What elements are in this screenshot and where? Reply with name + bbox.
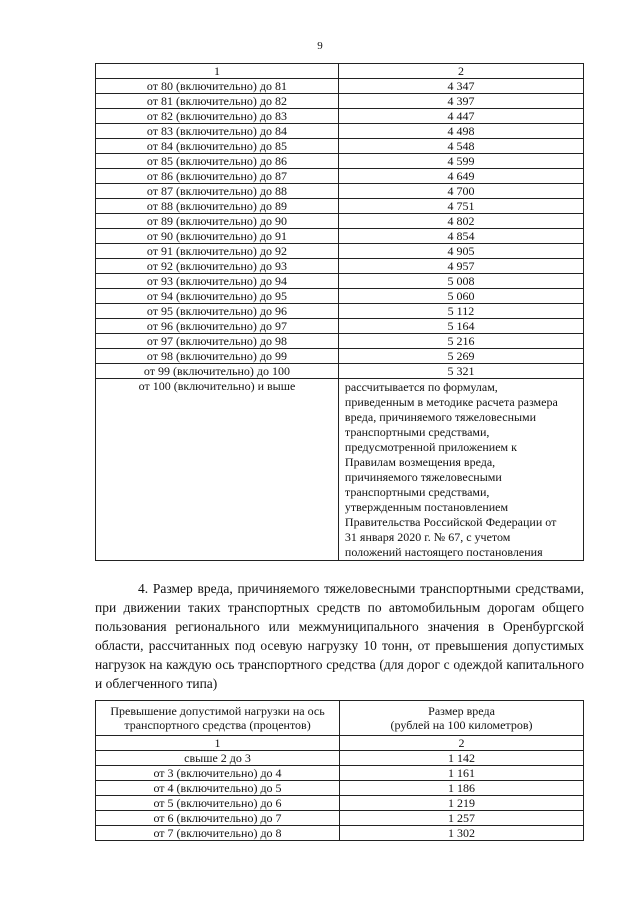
value-cell: 4 957 (338, 259, 583, 274)
range-cell: от 96 (включительно) до 97 (96, 319, 339, 334)
value-cell: 5 060 (338, 289, 583, 304)
table-row (96, 781, 584, 796)
table-row (96, 334, 584, 349)
table-row (96, 79, 584, 94)
page-number: 9 (317, 40, 323, 52)
range-cell: от 95 (включительно) до 96 (96, 304, 339, 319)
value-cell: 1 257 (340, 811, 584, 826)
range-cell: от 80 (включительно) до 81 (96, 79, 339, 94)
value-cell: 5 164 (338, 319, 583, 334)
table-row (96, 304, 584, 319)
table-row (96, 139, 584, 154)
table-row (96, 154, 584, 169)
range-cell: от 99 (включительно) до 100 (96, 364, 339, 379)
table-row (96, 796, 584, 811)
value-cell: 5 112 (338, 304, 583, 319)
value-cell: 5 321 (338, 364, 583, 379)
table-row (96, 349, 584, 364)
table-row (96, 229, 584, 244)
range-cell: от 83 (включительно) до 84 (96, 124, 339, 139)
table-row (96, 244, 584, 259)
value-cell: 4 802 (338, 214, 583, 229)
range-cell: от 89 (включительно) до 90 (96, 214, 339, 229)
range-cell: от 92 (включительно) до 93 (96, 259, 339, 274)
value-cell: 4 751 (338, 199, 583, 214)
range-cell: от 81 (включительно) до 82 (96, 94, 339, 109)
table-row (96, 364, 584, 379)
table-row (96, 259, 584, 274)
table-row (96, 826, 584, 841)
table-row (96, 109, 584, 124)
table-header-row (96, 701, 584, 736)
column-numbers-row (96, 64, 584, 79)
table-row-formula (96, 379, 584, 561)
range-cell: свыше 2 до 3 (96, 751, 340, 766)
value-cell: 4 347 (338, 79, 583, 94)
table-row (96, 751, 584, 766)
value-cell: 4 649 (338, 169, 583, 184)
column-number-2: 2 (338, 64, 583, 79)
table-row (96, 184, 584, 199)
range-cell: от 100 (включительно) и выше (96, 379, 339, 561)
table-row (96, 94, 584, 109)
table-row (96, 124, 584, 139)
value-cell: 4 599 (338, 154, 583, 169)
value-cell: 4 854 (338, 229, 583, 244)
value-cell: 4 447 (338, 109, 583, 124)
value-cell: 5 216 (338, 334, 583, 349)
range-cell: от 85 (включительно) до 86 (96, 154, 339, 169)
column-number-1: 1 (96, 64, 339, 79)
damage-table-part2 (95, 700, 584, 841)
table-row (96, 214, 584, 229)
column-number-1: 1 (96, 736, 340, 751)
value-cell: 1 161 (340, 766, 584, 781)
range-cell: от 94 (включительно) до 95 (96, 289, 339, 304)
value-cell: 4 905 (338, 244, 583, 259)
damage-table-part1 (95, 63, 584, 561)
range-cell: от 5 (включительно) до 6 (96, 796, 340, 811)
value-cell: 1 142 (340, 751, 584, 766)
value-cell: 1 219 (340, 796, 584, 811)
value-cell: 4 700 (338, 184, 583, 199)
value-cell: 4 498 (338, 124, 583, 139)
range-cell: от 93 (включительно) до 94 (96, 274, 339, 289)
formula-note-cell: рассчитывается по формулам, приведенным в методике расчета размера вреда, причиняемого тяжеловесными транспортными средствами, предусмотренной приложением к Правилам возмещения вреда, причиняемого тяжеловесными транспортными средствами, утвержденным постановлением Правительства Российской Федерации от 31 января 2020 г. № 67, с учетом положений настоящего постановления (338, 379, 583, 561)
table-row (96, 169, 584, 184)
range-cell: от 3 (включительно) до 4 (96, 766, 340, 781)
range-cell: от 84 (включительно) до 85 (96, 139, 339, 154)
value-cell: 5 269 (338, 349, 583, 364)
column-numbers-row (96, 736, 584, 751)
range-cell: от 87 (включительно) до 88 (96, 184, 339, 199)
header-load-excess: Превышение допустимой нагрузки на ось транспортного средства (процентов) (96, 701, 340, 736)
range-cell: от 7 (включительно) до 8 (96, 826, 340, 841)
value-cell: 4 548 (338, 139, 583, 154)
table-row (96, 199, 584, 214)
header-damage-size: Размер вреда (рублей на 100 километров) (340, 701, 584, 736)
table-row (96, 319, 584, 334)
range-cell: от 90 (включительно) до 91 (96, 229, 339, 244)
table-row (96, 289, 584, 304)
table-row (96, 274, 584, 289)
range-cell: от 97 (включительно) до 98 (96, 334, 339, 349)
range-cell: от 91 (включительно) до 92 (96, 244, 339, 259)
table-row (96, 766, 584, 781)
range-cell: от 6 (включительно) до 7 (96, 811, 340, 826)
value-cell: 1 186 (340, 781, 584, 796)
table-row (96, 811, 584, 826)
value-cell: 4 397 (338, 94, 583, 109)
range-cell: от 88 (включительно) до 89 (96, 199, 339, 214)
value-cell: 5 008 (338, 274, 583, 289)
range-cell: от 98 (включительно) до 99 (96, 349, 339, 364)
column-number-2: 2 (340, 736, 584, 751)
value-cell: 1 302 (340, 826, 584, 841)
range-cell: от 86 (включительно) до 87 (96, 169, 339, 184)
section-4-paragraph: 4. Размер вреда, причиняемого тяжеловесными транспортными средствами, при движении таких транспортных средств по автомобильным дорогам общего пользования регионального или межмуниципального значения в Оренбургской области, рассчитанных под осевую нагрузку 10 тонн, от превышения допустимых нагрузок на каждую ось транспортного средства (для дорог с одеждой капитального и облегченного типа) (95, 581, 584, 691)
range-cell: от 82 (включительно) до 83 (96, 109, 339, 124)
range-cell: от 4 (включительно) до 5 (96, 781, 340, 796)
